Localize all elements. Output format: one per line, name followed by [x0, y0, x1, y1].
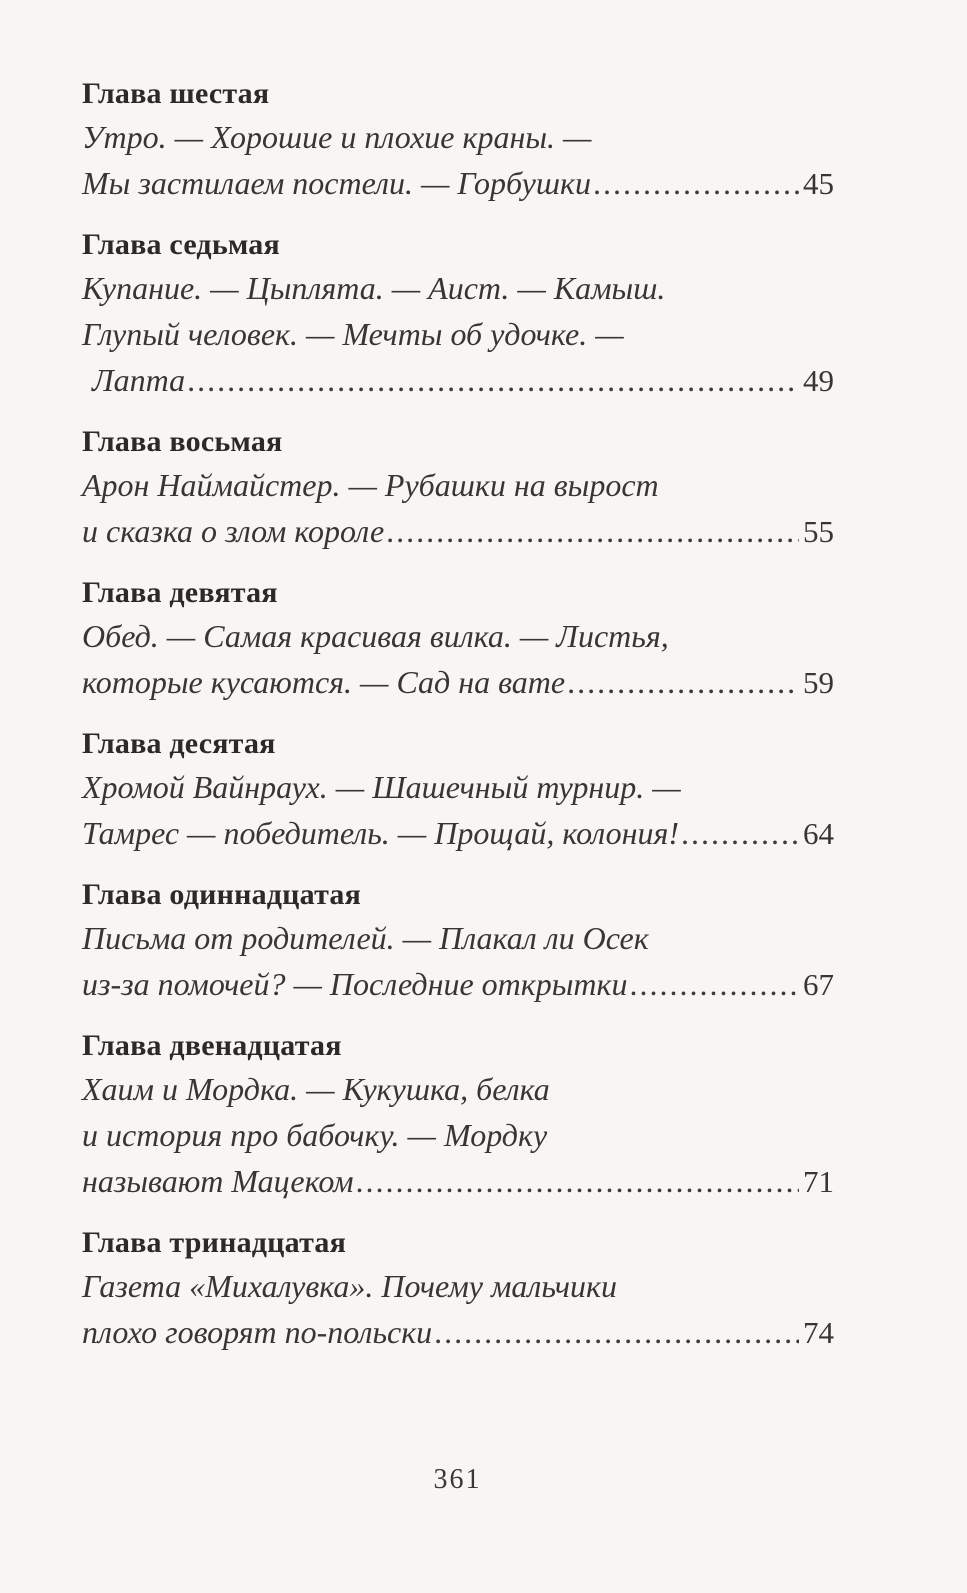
toc-chapter-13: [82, 1223, 834, 1355]
toc-chapter-8: [82, 422, 834, 554]
chapter-page-number: 49: [803, 363, 834, 398]
dot-leader: [629, 961, 799, 1007]
dot-leader: [567, 659, 799, 705]
dot-leader: [434, 1309, 799, 1355]
toc-chapter-6: [82, 74, 834, 206]
chapter-summary-line: и история про бабочку. — Мордку: [82, 1117, 548, 1153]
chapter-entry-line: [82, 1158, 834, 1204]
chapter-title: Глава тринадцатая: [82, 1226, 347, 1259]
chapter-page-number: 45: [803, 166, 834, 201]
chapter-page-number: 71: [803, 1164, 834, 1199]
chapter-title: Глава шестая: [82, 77, 270, 110]
chapter-summary-line: из-за помочей? — Последние открытки: [82, 966, 628, 1002]
chapter-summary-line: Письма от родителей. — Плакал ли Осек: [82, 920, 649, 956]
chapter-page-number: 59: [803, 665, 834, 700]
chapter-summary-line: Глупый человек. — Мечты об удочке. —: [82, 316, 624, 352]
toc-chapter-9: [82, 573, 834, 705]
chapter-title: Глава восьмая: [82, 425, 283, 458]
dot-leader: [386, 508, 799, 554]
toc-chapter-7: [82, 225, 834, 403]
chapter-entry-line: [82, 961, 834, 1007]
chapter-summary-line: плохо говорят по-польски: [82, 1314, 433, 1350]
chapter-entry-line: [82, 357, 834, 403]
chapter-summary-line: Хаим и Мордка. — Кукушка, белка: [82, 1071, 550, 1107]
dot-leader: [681, 810, 799, 856]
chapter-summary-line: Лапта: [92, 362, 186, 398]
chapter-page-number: 67: [803, 967, 834, 1002]
toc-chapter-10: [82, 724, 834, 856]
chapter-summary-line: Утро. — Хорошие и плохие краны. —: [82, 119, 592, 155]
chapter-title: Глава десятая: [82, 727, 276, 760]
chapter-entry-line: [82, 1309, 834, 1355]
chapter-summary-line: Обед. — Самая красивая вилка. — Листья,: [82, 618, 669, 654]
page-number: 361: [433, 1464, 482, 1495]
chapter-summary-line: называют Мацеком: [82, 1163, 354, 1199]
chapter-summary-line: Мы застилаем постели. — Горбушки: [82, 165, 591, 201]
chapter-summary-line: которые кусаются. — Сад на вате: [82, 664, 566, 700]
chapter-summary-line: и сказка о злом короле: [82, 513, 385, 549]
chapter-entry-line: [82, 810, 834, 856]
chapter-entry-line: [82, 508, 834, 554]
chapter-title: Глава одиннадцатая: [82, 878, 362, 911]
chapter-title: Глава девятая: [82, 576, 278, 609]
chapter-summary-line: Хромой Вайнраух. — Шашечный турнир. —: [82, 769, 681, 805]
chapter-title: Глава седьмая: [82, 228, 280, 261]
chapter-entry-line: [82, 160, 834, 206]
chapter-entry-line: [82, 659, 834, 705]
chapter-title: Глава двенадцатая: [82, 1029, 342, 1062]
chapter-page-number: 64: [803, 816, 834, 851]
chapter-page-number: 74: [803, 1315, 834, 1350]
table-of-contents: [82, 74, 834, 1374]
toc-chapter-12: [82, 1026, 834, 1204]
dot-leader: [187, 357, 799, 403]
chapter-summary-line: Газета «Михалувка». Почему мальчики: [82, 1268, 617, 1304]
toc-chapter-11: [82, 875, 834, 1007]
chapter-summary-line: Тамрес — победитель. — Прощай, колония!: [82, 815, 680, 851]
dot-leader: [593, 160, 799, 206]
chapter-page-number: 55: [803, 514, 834, 549]
chapter-summary-line: Арон Наймайстер. — Рубашки на вырост: [82, 467, 659, 503]
chapter-summary-line: Купание. — Цыплята. — Аист. — Камыш.: [82, 270, 666, 306]
dot-leader: [356, 1158, 799, 1204]
